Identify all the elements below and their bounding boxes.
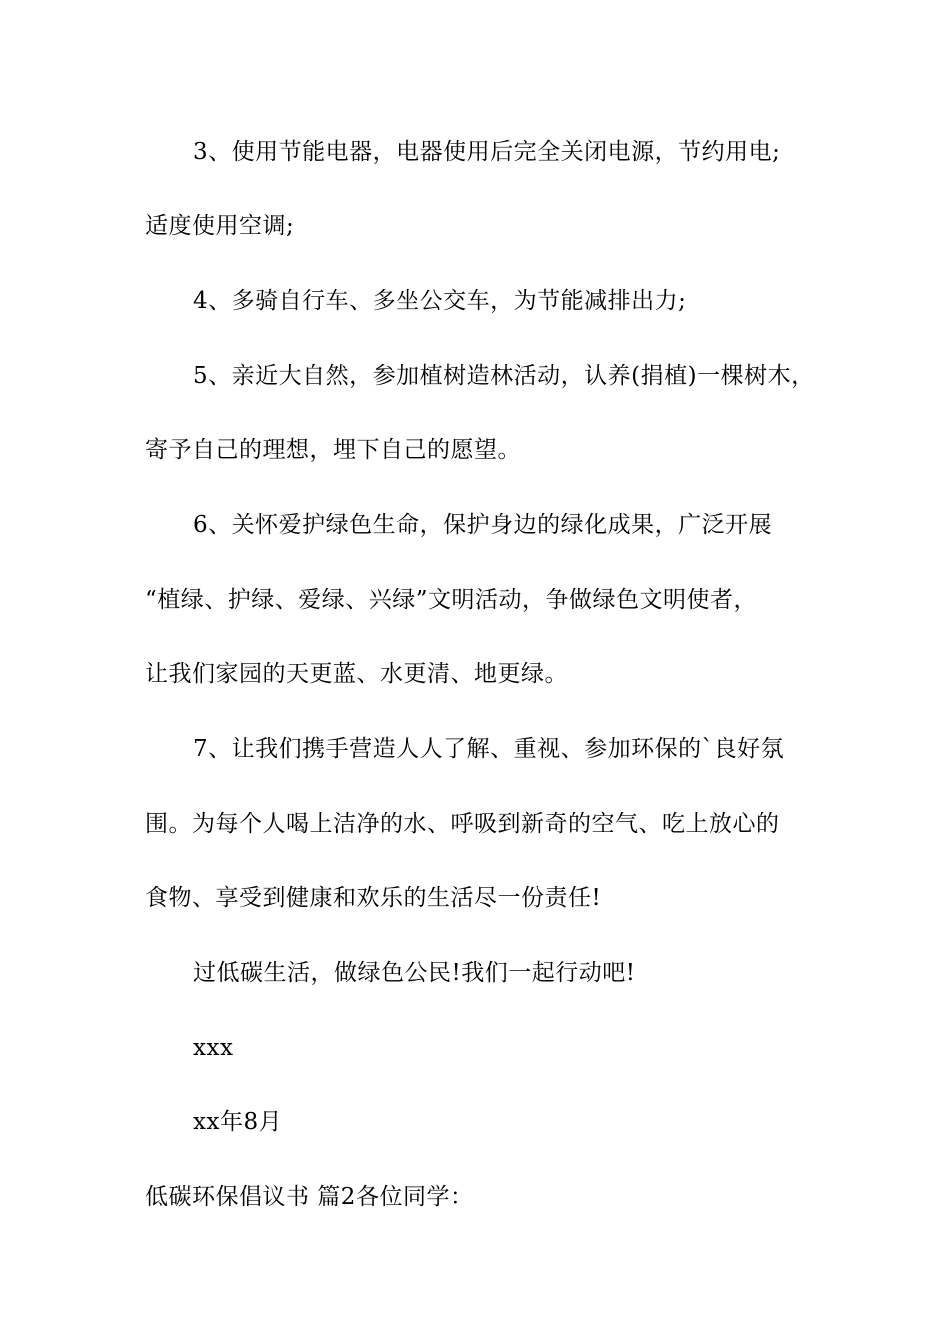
signature-name: xxx bbox=[193, 1035, 234, 1061]
closing-slogan: 过低碳生活，做绿色公民!我们一起行动吧! bbox=[193, 960, 636, 986]
item-6-line-1: 6、关怀爱护绿色生命，保护身边的绿化成果，广泛开展 bbox=[193, 512, 773, 538]
item-4-line-1: 4、多骑自行车、多坐公交车，为节能减排出力; bbox=[193, 288, 687, 314]
item-6-line-3: 让我们家园的天更蓝、水更清、地更绿。 bbox=[145, 661, 568, 687]
item-5-line-2: 寄予自己的理想，埋下自己的愿望。 bbox=[145, 437, 521, 463]
item-7-line-3: 食物、享受到健康和欢乐的生活尽一份责任! bbox=[145, 885, 602, 911]
item-5-line-1: 5、亲近大自然，参加植树造林活动，认养(捐植)一棵树木， bbox=[193, 363, 815, 389]
item-7-line-2: 围。为每个人喝上洁净的水、呼吸到新奇的空气、吃上放心的 bbox=[145, 811, 780, 837]
item-3-line-2: 适度使用空调; bbox=[145, 213, 295, 239]
item-6-line-2: “植绿、护绿、爱绿、兴绿”文明活动，争做绿色文明使者， bbox=[145, 587, 758, 613]
section-heading: 低碳环保倡议书 篇2各位同学： bbox=[145, 1184, 474, 1210]
item-7-line-1: 7、让我们携手营造人人了解、重视、参加环保的`良好氛 bbox=[193, 736, 785, 762]
signature-date: xx年8月 bbox=[193, 1109, 283, 1135]
item-3-line-1: 3、使用节能电器，电器使用后完全关闭电源，节约用电; bbox=[193, 139, 781, 165]
